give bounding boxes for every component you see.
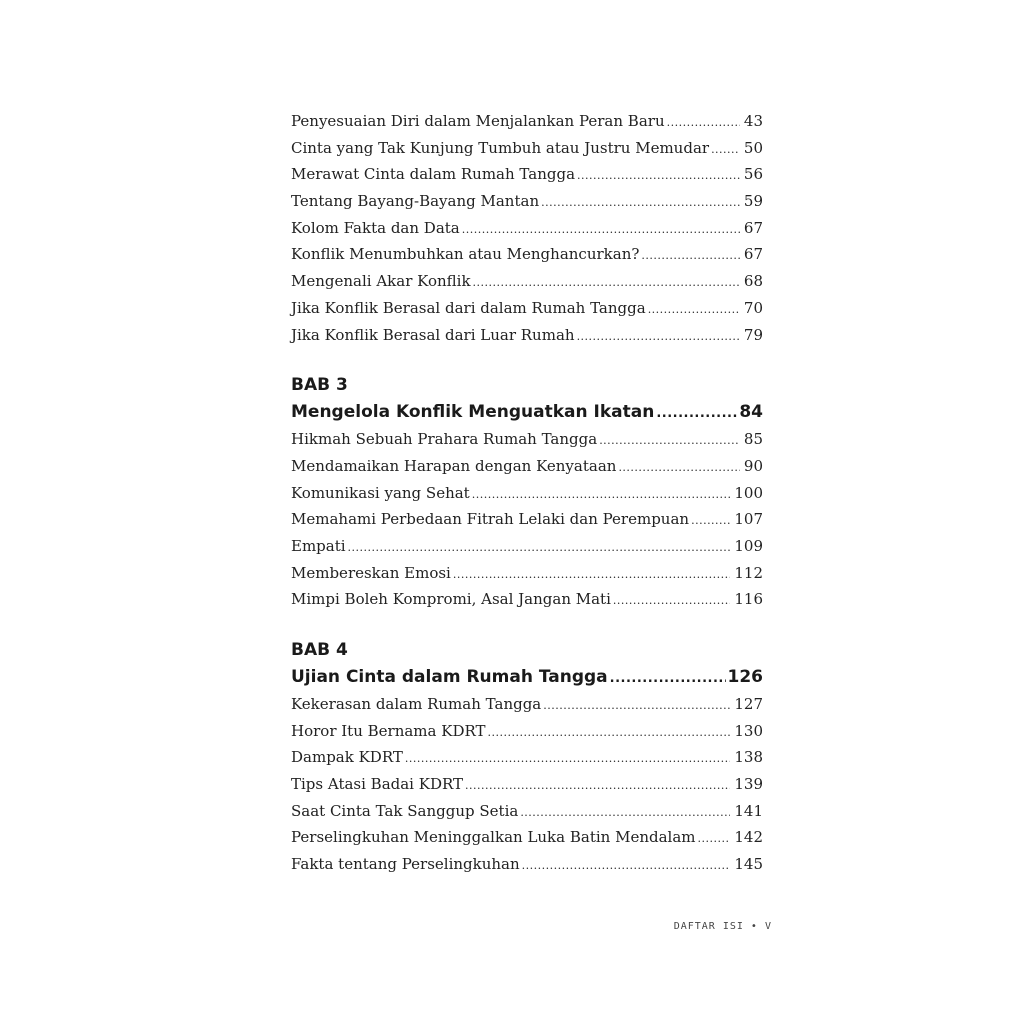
toc-entry: [291, 533, 763, 560]
dot-leader: [472, 482, 731, 509]
table-of-contents: [291, 108, 763, 878]
toc-entry: [291, 188, 763, 215]
entry-page: 109: [734, 536, 763, 555]
entry-title: Tips Atasi Badai KDRT: [291, 775, 464, 794]
toc-entry: [291, 295, 763, 322]
toc-entry: [291, 426, 763, 453]
entry-title: Empati: [291, 536, 346, 555]
dot-leader: [541, 190, 740, 217]
chapter-heading: [291, 663, 763, 691]
toc-entry: [291, 268, 763, 295]
entry-page: 50: [743, 138, 763, 157]
toc-entry: [291, 322, 763, 349]
dot-leader: [453, 562, 731, 589]
dot-leader: [577, 324, 740, 351]
toc-entry: [291, 851, 763, 878]
entry-page: 112: [734, 563, 763, 582]
dot-leader: [618, 455, 739, 482]
chapter-title: Ujian Cinta dalam Rumah Tangga: [291, 667, 608, 687]
chapter-label: BAB 4: [291, 640, 348, 660]
intro-section: [291, 108, 763, 348]
toc-entry: [291, 560, 763, 587]
toc-entry: [291, 108, 763, 135]
dot-leader: [543, 693, 730, 720]
entry-title: Penyesuaian Diri dalam Menjalankan Peran Baru: [291, 112, 665, 130]
entry-title: Perselingkuhan Meninggalkan Luka Batin Mendalam: [291, 828, 696, 847]
entry-page: 130: [734, 721, 763, 740]
entry-page: 139: [734, 775, 763, 794]
toc-entry: [291, 161, 763, 188]
toc-entry: [291, 135, 763, 162]
entry-page: 145: [734, 855, 763, 874]
dot-leader: [711, 137, 740, 164]
toc-entry: [291, 824, 763, 851]
entry-page: 70: [743, 298, 763, 317]
entry-page: 67: [743, 245, 763, 264]
dot-leader: [613, 588, 730, 615]
entry-page: 79: [743, 325, 763, 344]
dot-leader: [648, 297, 740, 324]
dot-leader: [577, 163, 740, 190]
entry-title: Hikmah Sebuah Prahara Rumah Tangga: [291, 430, 598, 449]
entry-page: 90: [743, 456, 763, 475]
dot-leader: [522, 853, 731, 880]
entry-title: Komunikasi yang Sehat: [291, 483, 470, 502]
entry-page: 56: [743, 165, 763, 184]
dot-leader: [520, 800, 730, 827]
dot-leader: [641, 243, 740, 270]
entry-page: 68: [743, 272, 763, 291]
dot-leader: [691, 508, 730, 535]
toc-entry: [291, 691, 763, 718]
entry-title: Cinta yang Tak Kunjung Tumbuh atau Justru Memudar: [291, 138, 710, 157]
entry-page: 142: [734, 828, 763, 847]
entry-page: 100: [734, 483, 763, 502]
entry-title: Saat Cinta Tak Sanggup Setia: [291, 801, 519, 820]
toc-entry: [291, 718, 763, 745]
entry-title: Memahami Perbedaan Fitrah Lelaki dan Perempuan: [291, 510, 690, 529]
dot-leader: [348, 535, 731, 562]
entry-title: Mengenali Akar Konflik: [291, 272, 471, 291]
chapter-label: BAB 3: [291, 375, 348, 396]
chapter-heading: [291, 398, 763, 426]
toc-entry: [291, 586, 763, 613]
toc-entry: [291, 480, 763, 507]
entry-page: 116: [734, 590, 763, 609]
entry-title: Jika Konflik Berasal dari Luar Rumah: [291, 325, 575, 344]
entry-title: Tentang Bayang-Bayang Mantan: [291, 192, 540, 211]
dot-leader: [656, 400, 737, 428]
entry-page: 138: [734, 748, 763, 767]
toc-entry: [291, 506, 763, 533]
page-footer: DAFTAR ISI • V: [673, 921, 772, 932]
toc-entry: [291, 453, 763, 480]
dot-leader: [465, 773, 730, 800]
dot-leader: [610, 665, 726, 693]
toc-entry: [291, 241, 763, 268]
entry-title: Fakta tentang Perselingkuhan: [291, 855, 520, 874]
entry-page: 67: [743, 218, 763, 237]
entry-title: Konflik Menumbuhkan atau Menghancurkan?: [291, 245, 640, 264]
entry-page: 59: [743, 192, 763, 211]
entry-page: 43: [743, 112, 763, 130]
entry-page: 107: [734, 510, 763, 529]
toc-entry: [291, 771, 763, 798]
entry-title: Dampak KDRT: [291, 748, 403, 767]
dot-leader: [599, 428, 740, 455]
chapter-page: 126: [727, 667, 763, 687]
toc-entry: [291, 215, 763, 242]
dot-leader: [698, 826, 731, 853]
dot-leader: [462, 217, 740, 244]
entry-title: Kolom Fakta dan Data: [291, 218, 460, 237]
dot-leader: [667, 110, 740, 137]
entry-title: Mimpi Boleh Kompromi, Asal Jangan Mati: [291, 590, 611, 609]
dot-leader: [488, 720, 731, 747]
entry-page: 141: [734, 801, 763, 820]
entry-title: Mendamaikan Harapan dengan Kenyataan: [291, 456, 617, 475]
dot-leader: [405, 746, 730, 773]
chapter-bab-3: [291, 372, 763, 613]
dot-leader: [473, 270, 740, 297]
entry-title: Kekerasan dalam Rumah Tangga: [291, 695, 542, 713]
entry-title: Membereskan Emosi: [291, 563, 451, 582]
chapter-title: Mengelola Konflik Menguatkan Ikatan: [291, 402, 655, 423]
entry-page: 127: [734, 695, 763, 713]
entry-title: Jika Konflik Berasal dari dalam Rumah Tangga: [291, 298, 646, 317]
entry-title: Horor Itu Bernama KDRT: [291, 721, 486, 740]
entry-title: Merawat Cinta dalam Rumah Tangga: [291, 165, 576, 184]
entry-page: 85: [743, 430, 763, 449]
toc-entry: [291, 744, 763, 771]
chapter-page: 84: [739, 402, 763, 423]
toc-entry: [291, 798, 763, 825]
chapter-bab-4: [291, 637, 763, 878]
